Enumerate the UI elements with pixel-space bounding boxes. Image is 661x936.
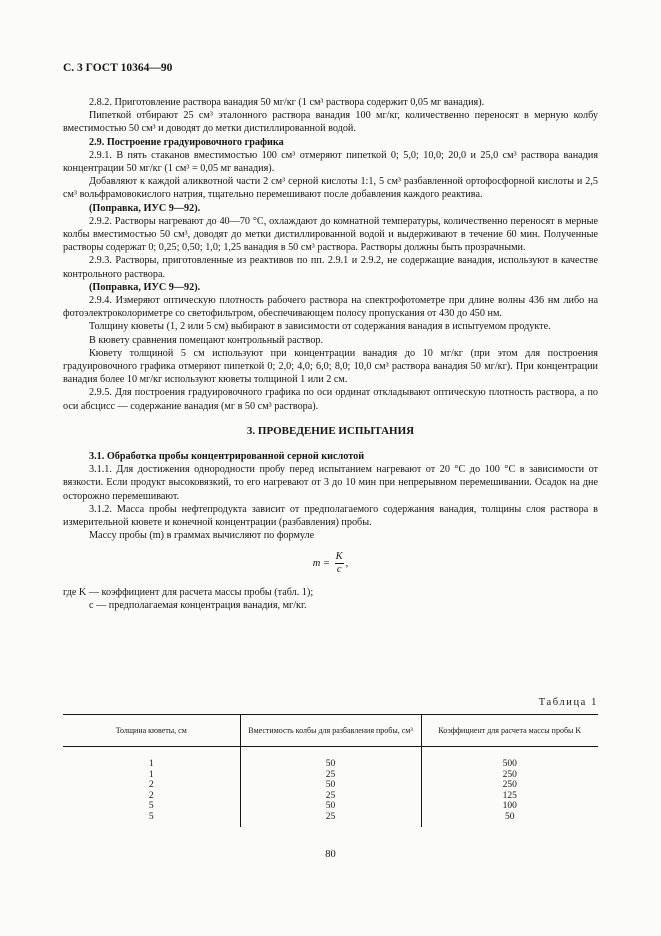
table-cell: 50 [421, 812, 598, 827]
paragraph-2-9-1: 2.9.1. В пять стаканов вместимостью 100 см³ отмеряют пипеткой 0; 5,0; 10,0; 20,0 и 25,0 см³ раствора ванадия концентрации 50 мг/кг (1 см³ = 0,05 мг ванадия). [63, 149, 598, 175]
paragraph: Пипеткой отбирают 25 см³ эталонного раствора ванадия 100 мг/кг, количественно переносят в мерную колбу вместимостью 50 см³ и доводят до метки дистиллированной водой. [63, 110, 598, 135]
paragraph: Массу пробы (m) в граммах вычисляют по формуле [89, 530, 315, 542]
table-cell: 500 [421, 747, 598, 770]
paragraph: В кювету сравнения помещают контрольный раствор. [89, 334, 324, 346]
table-cell: 2 [148, 790, 154, 801]
table-row [63, 747, 598, 770]
formula-legend-c: c — предполагаемая концентрация ванадия, мг/кг. [89, 599, 307, 611]
paragraph-3-1-2: 3.1.2. Масса пробы нефтепродукта зависит от предполагаемого содержания ванадия, толщины слоя раствора в измерительной кювете и конечной концентрации (разбавления) пробы. [63, 503, 598, 529]
table-cell: 25 [240, 812, 421, 827]
paragraph-3-1-1: 3.1.1. Для достижения однородности пробу перед испытанием нагревают от 20 °С до 100 °С в зависимости от вязкости. Если продукт высоковязкий, то его нагревают от 3 до 10 мин при непрерывном перемешивании. Осадок на дне осторожно перемешивают. [63, 464, 598, 502]
table-caption: Таблица 1 [538, 697, 598, 708]
table-cell: 5 [148, 801, 154, 812]
table-cell: 2 [148, 780, 154, 791]
formula-lhs: m = [312, 557, 331, 569]
table-cell: 25 [240, 791, 421, 802]
paragraph: Кювету толщиной 5 см используют при концентрации ванадия до 10 мг/кг (при этом для построения градуировочного графика отмеряют пипеткой 0; 2,0; 4,0; 6,0; 8,0; 10,0 см³ раствора ванадия 50 мг/кг). При концентрации ванадия более 10 мг/кг используют кюветы толщиной 1 или 2 см. [63, 347, 598, 386]
formula-numerator: K [335, 550, 343, 562]
table-cell: 100 [421, 801, 598, 812]
formula-tail: , [345, 557, 349, 569]
table-cell: 50 [240, 780, 421, 791]
table-row [63, 770, 598, 781]
paragraph-2-9-5: 2.9.5. Для построения градуировочного графика по оси ординат откладывают оптическую плотность раствора, а по оси абсцисс — содержание ванадия (мг в 50 см³ раствора). [63, 387, 598, 412]
formula-legend-k: где K — коэффициент для расчета массы пробы (табл. 1); [63, 586, 314, 598]
formula-denominator: c [336, 563, 342, 575]
coefficient-table [63, 714, 598, 827]
table-cell: 25 [240, 770, 421, 781]
paragraph-2-9-2: 2.9.2. Растворы нагревают до 40—70 °С, охлаждают до комнатной температуры, количественно переносят в мерные колбы вместимостью 50 см³, доводят до метки дистиллированной водой и выдерживают в течение 60 мин. Полученные растворы содержат 0; 0,25; 0,50; 1,0; 1,25 ванадия в 50 см³ раствора. Растворы должны быть прозрачными. [63, 215, 598, 254]
paragraph-2-9-3: 2.9.3. Растворы, приготовленные из реактивов по пп. 2.9.1 и 2.9.2, не содержащие ванадия, используют в качестве контрольного раствора. [63, 255, 598, 280]
section-title: 3. ПРОВЕДЕНИЕ ИСПЫТАНИЯ [246, 424, 415, 437]
table-row [63, 801, 598, 812]
table-row [63, 791, 598, 802]
table-cell: 125 [421, 791, 598, 802]
subsection-heading-3-1: 3.1. Обработка пробы концентрированной серной кислотой [89, 451, 365, 463]
table-header-cell: Толщина кюветы, см [63, 715, 240, 747]
table-cell: 50 [240, 747, 421, 770]
document-body [63, 96, 598, 612]
paragraph: Добавляют к каждой аликвотной части 2 см³ серной кислоты 1:1, 5 см³ разбавленной ортофосфорной кислоты и 2,5 см³ вольфрамовокислого натрия, тщательно перемешивают после добавления каждого реактива. [63, 176, 598, 201]
table-cell: 1 [148, 759, 154, 769]
table-header-cell: Вместимость колбы для разбавления пробы, см³ [240, 715, 421, 747]
table-cell: 50 [240, 801, 421, 812]
table-cell: 5 [148, 811, 154, 822]
page-number: 80 [325, 849, 336, 860]
amendment-note: (Поправка, ИУС 9—92). [89, 281, 201, 293]
paragraph: Толщину кюветы (1, 2 или 5 см) выбирают в зависимости от содержания ванадия в испытуемом продукте. [89, 321, 551, 333]
table-cell: 250 [421, 770, 598, 781]
table-cell: 250 [421, 780, 598, 791]
mass-formula [63, 551, 598, 576]
amendment-note: (Поправка, ИУС 9—92). [89, 202, 201, 214]
paragraph-2-8-2: 2.8.2. Приготовление раствора ванадия 50 мг/кг (1 см³ раствора содержит 0,05 мг ванадия). [89, 97, 485, 108]
paragraph-2-9-4: 2.9.4. Измеряют оптическую плотность рабочего раствора на спектрофотометре при длине волны 436 нм либо на фотоэлектроколориметре со светофильтром, обеспечивающем полосу пропускания от 430 до 450 нм. [63, 295, 598, 320]
table-row [63, 812, 598, 827]
table-row [63, 780, 598, 791]
formula-fraction [335, 551, 344, 576]
table-header-cell: Коэффициент для расчета массы пробы K [421, 715, 598, 747]
subsection-heading-2-9: 2.9. Построение градуировочного графика [89, 136, 284, 148]
table-cell: 1 [148, 769, 154, 780]
page-header: С. 3 ГОСТ 10364—90 [63, 62, 173, 74]
